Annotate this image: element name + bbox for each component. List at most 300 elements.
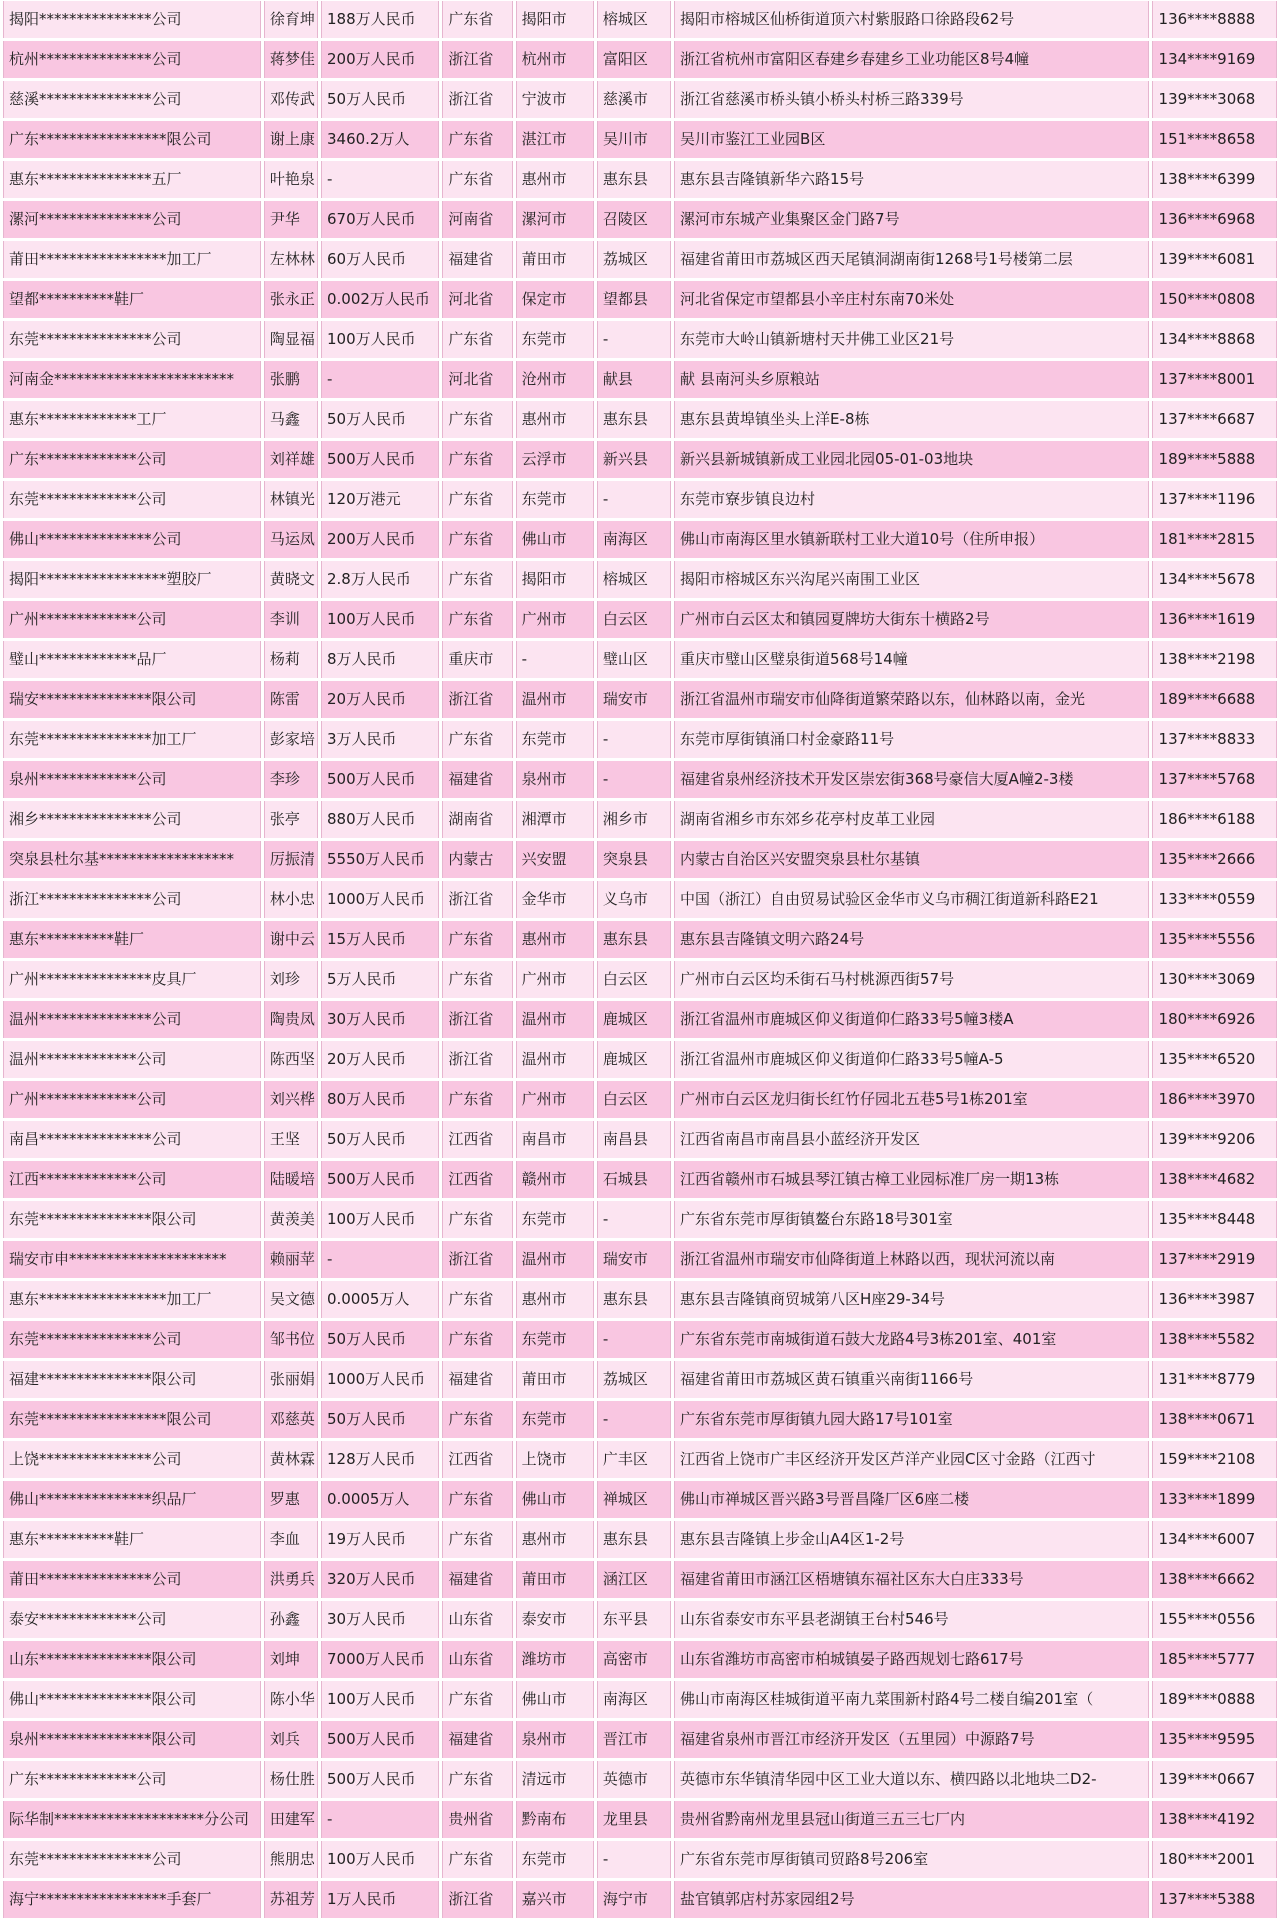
phone-cell: 180****6926 <box>1152 1001 1277 1038</box>
address-cell: 浙江省温州市鹿城区仰义街道仰仁路33号5幢A-5 <box>674 1041 1149 1078</box>
legal-person-cell: 刘兴桦 <box>264 1081 318 1118</box>
city-cell: 温州市 <box>516 681 594 718</box>
table-row <box>3 1041 1277 1078</box>
district-cell: - <box>597 321 671 358</box>
legal-person-cell: 陆暖培 <box>264 1161 318 1198</box>
city-cell: 南昌市 <box>516 1121 594 1158</box>
company-name-cell: 揭阳***************公司 <box>3 1 261 38</box>
registered-capital-cell: 128万人民币 <box>321 1441 439 1478</box>
company-name-cell: 惠东***************五厂 <box>3 161 261 198</box>
legal-person-cell: 邹书位 <box>264 1321 318 1358</box>
company-name-cell: 湘乡***************公司 <box>3 801 261 838</box>
registered-capital-cell: 200万人民币 <box>321 41 439 78</box>
company-name-cell: 突泉县杜尔基****************** <box>3 841 261 878</box>
province-cell: 浙江省 <box>442 1881 512 1918</box>
address-cell: 福建省泉州经济技术开发区崇宏街368号豪信大厦A幢2-3楼 <box>674 761 1149 798</box>
province-cell: 湖南省 <box>442 801 512 838</box>
province-cell: 广东省 <box>442 1681 512 1718</box>
company-name-cell: 望都**********鞋厂 <box>3 281 261 318</box>
company-name-cell: 佛山***************公司 <box>3 521 261 558</box>
registered-capital-cell: 200万人民币 <box>321 521 439 558</box>
registered-capital-cell: 1000万人民币 <box>321 881 439 918</box>
company-name-cell: 广州*************公司 <box>3 1081 261 1118</box>
legal-person-cell: 黄晓文 <box>264 561 318 598</box>
phone-cell: 139****0667 <box>1152 1761 1277 1798</box>
province-cell: 福建省 <box>442 1561 512 1598</box>
phone-cell: 135****5556 <box>1152 921 1277 958</box>
district-cell: 高密市 <box>597 1641 671 1678</box>
registered-capital-cell: 8万人民币 <box>321 641 439 678</box>
legal-person-cell: 陈西坚 <box>264 1041 318 1078</box>
district-cell: 惠东县 <box>597 1281 671 1318</box>
city-cell: 杭州市 <box>516 41 594 78</box>
legal-person-cell: 尹华 <box>264 201 318 238</box>
legal-person-cell: 徐育坤 <box>264 1 318 38</box>
district-cell: 璧山区 <box>597 641 671 678</box>
table-row <box>3 1881 1277 1918</box>
registered-capital-cell: 880万人民币 <box>321 801 439 838</box>
company-name-cell: 佛山***************织品厂 <box>3 1481 261 1518</box>
company-name-cell: 莆田*****************加工厂 <box>3 241 261 278</box>
registered-capital-cell: 0.0005万人 <box>321 1481 439 1518</box>
legal-person-cell: 刘珍 <box>264 961 318 998</box>
city-cell: 惠州市 <box>516 1281 594 1318</box>
province-cell: 广东省 <box>442 1281 512 1318</box>
legal-person-cell: 田建军 <box>264 1801 318 1838</box>
city-cell: 漯河市 <box>516 201 594 238</box>
district-cell: 海宁市 <box>597 1881 671 1918</box>
table-row <box>3 1401 1277 1438</box>
company-name-cell: 福建***************限公司 <box>3 1361 261 1398</box>
address-cell: 浙江省杭州市富阳区春建乡春建乡工业功能区8号4幢 <box>674 41 1149 78</box>
registered-capital-cell: 500万人民币 <box>321 1721 439 1758</box>
table-row <box>3 1161 1277 1198</box>
table-row <box>3 841 1277 878</box>
city-cell: 惠州市 <box>516 1521 594 1558</box>
registered-capital-cell: 1000万人民币 <box>321 1361 439 1398</box>
district-cell: 瑞安市 <box>597 681 671 718</box>
address-cell: 福建省泉州市晋江市经济开发区（五里园）中源路7号 <box>674 1721 1149 1758</box>
city-cell: 广州市 <box>516 961 594 998</box>
company-name-cell: 泉州*************公司 <box>3 761 261 798</box>
legal-person-cell: 陈小华 <box>264 1681 318 1718</box>
registered-capital-cell: 20万人民币 <box>321 1041 439 1078</box>
address-cell: 湖南省湘乡市东郊乡花亭村皮革工业园 <box>674 801 1149 838</box>
company-name-cell: 温州*************公司 <box>3 1041 261 1078</box>
city-cell: 清远市 <box>516 1761 594 1798</box>
province-cell: 江西省 <box>442 1121 512 1158</box>
address-cell: 惠东县吉隆镇上步金山A4区1-2号 <box>674 1521 1149 1558</box>
phone-cell: 138****4682 <box>1152 1161 1277 1198</box>
city-cell: 揭阳市 <box>516 1 594 38</box>
legal-person-cell: 谢上康 <box>264 121 318 158</box>
city-cell: 东莞市 <box>516 1841 594 1878</box>
province-cell: 广东省 <box>442 1401 512 1438</box>
registered-capital-cell: 50万人民币 <box>321 1401 439 1438</box>
table-row <box>3 161 1277 198</box>
district-cell: 鹿城区 <box>597 1041 671 1078</box>
city-cell: 保定市 <box>516 281 594 318</box>
registered-capital-cell: 3万人民币 <box>321 721 439 758</box>
table-row <box>3 801 1277 838</box>
phone-cell: 137****5388 <box>1152 1881 1277 1918</box>
legal-person-cell: 黄羡美 <box>264 1201 318 1238</box>
registered-capital-cell: 500万人民币 <box>321 1761 439 1798</box>
province-cell: 广东省 <box>442 601 512 638</box>
table-row <box>3 681 1277 718</box>
province-cell: 山东省 <box>442 1601 512 1638</box>
legal-person-cell: 苏祖芳 <box>264 1881 318 1918</box>
registered-capital-cell: 50万人民币 <box>321 1121 439 1158</box>
phone-cell: 138****0671 <box>1152 1401 1277 1438</box>
district-cell: 慈溪市 <box>597 81 671 118</box>
city-cell: 东莞市 <box>516 481 594 518</box>
address-cell: 河北省保定市望都县小辛庄村东南70米处 <box>674 281 1149 318</box>
table-row <box>3 1721 1277 1758</box>
phone-cell: 134****6007 <box>1152 1521 1277 1558</box>
table-row <box>3 601 1277 638</box>
table-row <box>3 761 1277 798</box>
company-name-cell: 河南金************************ <box>3 361 261 398</box>
table-row <box>3 1761 1277 1798</box>
district-cell: 瑞安市 <box>597 1241 671 1278</box>
company-name-cell: 惠东*************工厂 <box>3 401 261 438</box>
registered-capital-cell: 0.002万人民币 <box>321 281 439 318</box>
district-cell: 湘乡市 <box>597 801 671 838</box>
address-cell: 重庆市璧山区璧泉街道568号14幢 <box>674 641 1149 678</box>
legal-person-cell: 陈雷 <box>264 681 318 718</box>
district-cell: 东平县 <box>597 1601 671 1638</box>
address-cell: 浙江省温州市瑞安市仙降街道繁荣路以东，仙林路以南，金光 <box>674 681 1149 718</box>
phone-cell: 134****8868 <box>1152 321 1277 358</box>
address-cell: 广州市白云区均禾街石马村桃源西街57号 <box>674 961 1149 998</box>
table-row <box>3 321 1277 358</box>
province-cell: 浙江省 <box>442 881 512 918</box>
city-cell: 东莞市 <box>516 1201 594 1238</box>
district-cell: 荔城区 <box>597 241 671 278</box>
phone-cell: 135****9595 <box>1152 1721 1277 1758</box>
registered-capital-cell: 1万人民币 <box>321 1881 439 1918</box>
province-cell: 河北省 <box>442 361 512 398</box>
province-cell: 山东省 <box>442 1641 512 1678</box>
address-cell: 献 县南河头乡原粮站 <box>674 361 1149 398</box>
district-cell: 望都县 <box>597 281 671 318</box>
district-cell: - <box>597 1401 671 1438</box>
phone-cell: 134****9169 <box>1152 41 1277 78</box>
address-cell: 盐官镇郭店村苏家园组2号 <box>674 1881 1149 1918</box>
company-name-cell: 惠东**********鞋厂 <box>3 921 261 958</box>
province-cell: 广东省 <box>442 321 512 358</box>
phone-cell: 186****3970 <box>1152 1081 1277 1118</box>
registered-capital-cell: 120万港元 <box>321 481 439 518</box>
registered-capital-cell: - <box>321 161 439 198</box>
registered-capital-cell: 30万人民币 <box>321 1001 439 1038</box>
province-cell: 广东省 <box>442 561 512 598</box>
registered-capital-cell: 60万人民币 <box>321 241 439 278</box>
company-name-cell: 东莞*****************限公司 <box>3 1401 261 1438</box>
address-cell: 中国（浙江）自由贸易试验区金华市义乌市稠江街道新科路E21 <box>674 881 1149 918</box>
legal-person-cell: 张永正 <box>264 281 318 318</box>
city-cell: 莆田市 <box>516 241 594 278</box>
company-name-cell: 东莞***************公司 <box>3 1841 261 1878</box>
phone-cell: 136****1619 <box>1152 601 1277 638</box>
legal-person-cell: 张丽娟 <box>264 1361 318 1398</box>
legal-person-cell: 蒋梦佳 <box>264 41 318 78</box>
address-cell: 东莞市厚街镇涌口村金豪路11号 <box>674 721 1149 758</box>
city-cell: 潍坊市 <box>516 1641 594 1678</box>
address-cell: 惠东县吉隆镇商贸城第八区H座29-34号 <box>674 1281 1149 1318</box>
table-row <box>3 1521 1277 1558</box>
registered-capital-cell: 500万人民币 <box>321 1161 439 1198</box>
province-cell: 江西省 <box>442 1161 512 1198</box>
province-cell: 广东省 <box>442 1841 512 1878</box>
company-name-cell: 广东*************公司 <box>3 441 261 478</box>
registered-capital-cell: 100万人民币 <box>321 1201 439 1238</box>
district-cell: 榕城区 <box>597 561 671 598</box>
district-cell: 义乌市 <box>597 881 671 918</box>
district-cell: - <box>597 1841 671 1878</box>
legal-person-cell: 吴文德 <box>264 1281 318 1318</box>
legal-person-cell: 李血 <box>264 1521 318 1558</box>
address-cell: 广东省东莞市厚街镇司贸路8号206室 <box>674 1841 1149 1878</box>
province-cell: 广东省 <box>442 1321 512 1358</box>
province-cell: 广东省 <box>442 961 512 998</box>
district-cell: 白云区 <box>597 601 671 638</box>
legal-person-cell: 谢中云 <box>264 921 318 958</box>
province-cell: 内蒙古 <box>442 841 512 878</box>
table-row <box>3 281 1277 318</box>
city-cell: 云浮市 <box>516 441 594 478</box>
district-cell: 晋江市 <box>597 1721 671 1758</box>
province-cell: 广东省 <box>442 1 512 38</box>
company-name-cell: 惠东**********鞋厂 <box>3 1521 261 1558</box>
city-cell: 温州市 <box>516 1041 594 1078</box>
district-cell: 涵江区 <box>597 1561 671 1598</box>
district-cell: 白云区 <box>597 1081 671 1118</box>
legal-person-cell: 李训 <box>264 601 318 638</box>
district-cell: - <box>597 1201 671 1238</box>
province-cell: 广东省 <box>442 481 512 518</box>
address-cell: 揭阳市榕城区东兴沟尾兴南围工业区 <box>674 561 1149 598</box>
district-cell: 石城县 <box>597 1161 671 1198</box>
district-cell: 突泉县 <box>597 841 671 878</box>
legal-person-cell: 张鹏 <box>264 361 318 398</box>
city-cell: 揭阳市 <box>516 561 594 598</box>
address-cell: 惠东县黄埠镇坐头上洋E-8栋 <box>674 401 1149 438</box>
province-cell: 浙江省 <box>442 1041 512 1078</box>
city-cell: 东莞市 <box>516 321 594 358</box>
phone-cell: 181****2815 <box>1152 521 1277 558</box>
company-name-cell: 东莞***************加工厂 <box>3 721 261 758</box>
district-cell: 南海区 <box>597 521 671 558</box>
registered-capital-cell: 100万人民币 <box>321 1681 439 1718</box>
legal-person-cell: 陶显福 <box>264 321 318 358</box>
phone-cell: 130****3069 <box>1152 961 1277 998</box>
legal-person-cell: 邓传武 <box>264 81 318 118</box>
district-cell: - <box>597 721 671 758</box>
legal-person-cell: 厉振清 <box>264 841 318 878</box>
address-cell: 东莞市大岭山镇新塘村天井佛工业区21号 <box>674 321 1149 358</box>
district-cell: 禅城区 <box>597 1481 671 1518</box>
legal-person-cell: 刘坤 <box>264 1641 318 1678</box>
legal-person-cell: 赖丽苹 <box>264 1241 318 1278</box>
company-name-cell: 广东*************公司 <box>3 1761 261 1798</box>
legal-person-cell: 黄林霖 <box>264 1441 318 1478</box>
address-cell: 广州市白云区太和镇园夏牌坊大街东十横路2号 <box>674 601 1149 638</box>
address-cell: 新兴县新城镇新成工业园北园05-01-03地块 <box>674 441 1149 478</box>
address-cell: 广东省东莞市厚街镇九园大路17号101室 <box>674 1401 1149 1438</box>
table-row <box>3 361 1277 398</box>
phone-cell: 136****3987 <box>1152 1281 1277 1318</box>
legal-person-cell: 王坚 <box>264 1121 318 1158</box>
table-row <box>3 641 1277 678</box>
legal-person-cell: 杨莉 <box>264 641 318 678</box>
registered-capital-cell: 50万人民币 <box>321 1321 439 1358</box>
province-cell: 广东省 <box>442 161 512 198</box>
legal-person-cell: 罗惠 <box>264 1481 318 1518</box>
phone-cell: 185****5777 <box>1152 1641 1277 1678</box>
address-cell: 江西省赣州市石城县琴江镇古樟工业园标准厂房一期13栋 <box>674 1161 1149 1198</box>
registered-capital-cell: 50万人民币 <box>321 81 439 118</box>
company-name-cell: 莆田***************公司 <box>3 1561 261 1598</box>
registered-capital-cell: 80万人民币 <box>321 1081 439 1118</box>
legal-person-cell: 熊朋忠 <box>264 1841 318 1878</box>
company-name-cell: 东莞***************公司 <box>3 321 261 358</box>
registered-capital-cell: 188万人民币 <box>321 1 439 38</box>
phone-cell: 150****0808 <box>1152 281 1277 318</box>
address-cell: 内蒙古自治区兴安盟突泉县杜尔基镇 <box>674 841 1149 878</box>
table-row <box>3 1321 1277 1358</box>
district-cell: 南海区 <box>597 1681 671 1718</box>
phone-cell: 139****6081 <box>1152 241 1277 278</box>
legal-person-cell: 李珍 <box>264 761 318 798</box>
province-cell: 重庆市 <box>442 641 512 678</box>
address-cell: 揭阳市榕城区仙桥街道顶六村紫服路口徐路段62号 <box>674 1 1149 38</box>
legal-person-cell: 马运凤 <box>264 521 318 558</box>
phone-cell: 137****8833 <box>1152 721 1277 758</box>
address-cell: 吴川市鉴江工业园B区 <box>674 121 1149 158</box>
phone-cell: 137****5768 <box>1152 761 1277 798</box>
legal-person-cell: 刘兵 <box>264 1721 318 1758</box>
province-cell: 浙江省 <box>442 1241 512 1278</box>
province-cell: 河南省 <box>442 201 512 238</box>
legal-person-cell: 张亭 <box>264 801 318 838</box>
company-name-cell: 广州***************皮具厂 <box>3 961 261 998</box>
province-cell: 福建省 <box>442 761 512 798</box>
province-cell: 浙江省 <box>442 41 512 78</box>
phone-cell: 133****0559 <box>1152 881 1277 918</box>
phone-cell: 136****8888 <box>1152 1 1277 38</box>
company-name-cell: 上饶***************公司 <box>3 1441 261 1478</box>
province-cell: 浙江省 <box>442 81 512 118</box>
address-cell: 佛山市南海区桂城街道平南九菜围新村路4号二楼自编201室（ <box>674 1681 1149 1718</box>
table-row <box>3 1641 1277 1678</box>
address-cell: 浙江省温州市瑞安市仙降街道上林路以西，现状河流以南 <box>674 1241 1149 1278</box>
address-cell: 惠东县吉隆镇新华六路15号 <box>674 161 1149 198</box>
address-cell: 山东省泰安市东平县老湖镇王台村546号 <box>674 1601 1149 1638</box>
district-cell: 富阳区 <box>597 41 671 78</box>
city-cell: 黔南布 <box>516 1801 594 1838</box>
city-cell: 惠州市 <box>516 161 594 198</box>
company-name-cell: 慈溪***************公司 <box>3 81 261 118</box>
registered-capital-cell: - <box>321 1241 439 1278</box>
address-cell: 贵州省黔南州龙里县冠山街道三五三七厂内 <box>674 1801 1149 1838</box>
province-cell: 广东省 <box>442 441 512 478</box>
province-cell: 福建省 <box>442 1361 512 1398</box>
registered-capital-cell: 7000万人民币 <box>321 1641 439 1678</box>
district-cell: 白云区 <box>597 961 671 998</box>
province-cell: 广东省 <box>442 521 512 558</box>
table-row <box>3 1081 1277 1118</box>
company-name-cell: 泰安*************公司 <box>3 1601 261 1638</box>
district-cell: 召陵区 <box>597 201 671 238</box>
province-cell: 浙江省 <box>442 681 512 718</box>
city-cell: 佛山市 <box>516 521 594 558</box>
table-row <box>3 1361 1277 1398</box>
legal-person-cell: 刘祥雄 <box>264 441 318 478</box>
registered-capital-cell: 19万人民币 <box>321 1521 439 1558</box>
district-cell: 惠东县 <box>597 401 671 438</box>
phone-cell: 155****0556 <box>1152 1601 1277 1638</box>
province-cell: 广东省 <box>442 1761 512 1798</box>
province-cell: 广东省 <box>442 721 512 758</box>
legal-person-cell: 孙鑫 <box>264 1601 318 1638</box>
address-cell: 浙江省温州市鹿城区仰义街道仰仁路33号5幢3楼A <box>674 1001 1149 1038</box>
address-cell: 漯河市东城产业集聚区金门路7号 <box>674 201 1149 238</box>
city-cell: 湘潭市 <box>516 801 594 838</box>
phone-cell: 134****5678 <box>1152 561 1277 598</box>
registered-capital-cell: 500万人民币 <box>321 761 439 798</box>
registered-capital-cell: 5万人民币 <box>321 961 439 998</box>
address-cell: 山东省潍坊市高密市柏城镇晏子路西规划七路617号 <box>674 1641 1149 1678</box>
table-row <box>3 1801 1277 1838</box>
company-name-cell: 杭州***************公司 <box>3 41 261 78</box>
table-row <box>3 441 1277 478</box>
province-cell: 浙江省 <box>442 1001 512 1038</box>
province-cell: 广东省 <box>442 121 512 158</box>
company-name-cell: 际华制********************分公司 <box>3 1801 261 1838</box>
company-name-cell: 东莞***************公司 <box>3 1321 261 1358</box>
phone-cell: 189****0888 <box>1152 1681 1277 1718</box>
phone-cell: 189****6688 <box>1152 681 1277 718</box>
address-cell: 江西省上饶市广丰区经济开发区芦洋产业园C区寸金路（江西寸 <box>674 1441 1149 1478</box>
legal-person-cell: 林小忠 <box>264 881 318 918</box>
registered-capital-cell: 3460.2万人 <box>321 121 439 158</box>
address-cell: 佛山市禅城区晋兴路3号晋昌隆厂区6座二楼 <box>674 1481 1149 1518</box>
district-cell: 英德市 <box>597 1761 671 1798</box>
district-cell: 广丰区 <box>597 1441 671 1478</box>
table-row <box>3 481 1277 518</box>
city-cell: 莆田市 <box>516 1561 594 1598</box>
legal-person-cell: 邓慈英 <box>264 1401 318 1438</box>
phone-cell: 131****8779 <box>1152 1361 1277 1398</box>
registered-capital-cell: 100万人民币 <box>321 321 439 358</box>
table-row <box>3 1601 1277 1638</box>
province-cell: 福建省 <box>442 1721 512 1758</box>
table-row <box>3 241 1277 278</box>
company-name-cell: 海宁*****************手套厂 <box>3 1881 261 1918</box>
city-cell: 兴安盟 <box>516 841 594 878</box>
address-cell: 广东省东莞市南城街道石鼓大龙路4号3栋201室、401室 <box>674 1321 1149 1358</box>
table-row <box>3 1481 1277 1518</box>
legal-person-cell: 陶贵凤 <box>264 1001 318 1038</box>
address-cell: 惠东县吉隆镇文明六路24号 <box>674 921 1149 958</box>
table-row <box>3 561 1277 598</box>
city-cell: 泉州市 <box>516 761 594 798</box>
phone-cell: 135****6520 <box>1152 1041 1277 1078</box>
registered-capital-cell: - <box>321 1801 439 1838</box>
city-cell: 宁波市 <box>516 81 594 118</box>
